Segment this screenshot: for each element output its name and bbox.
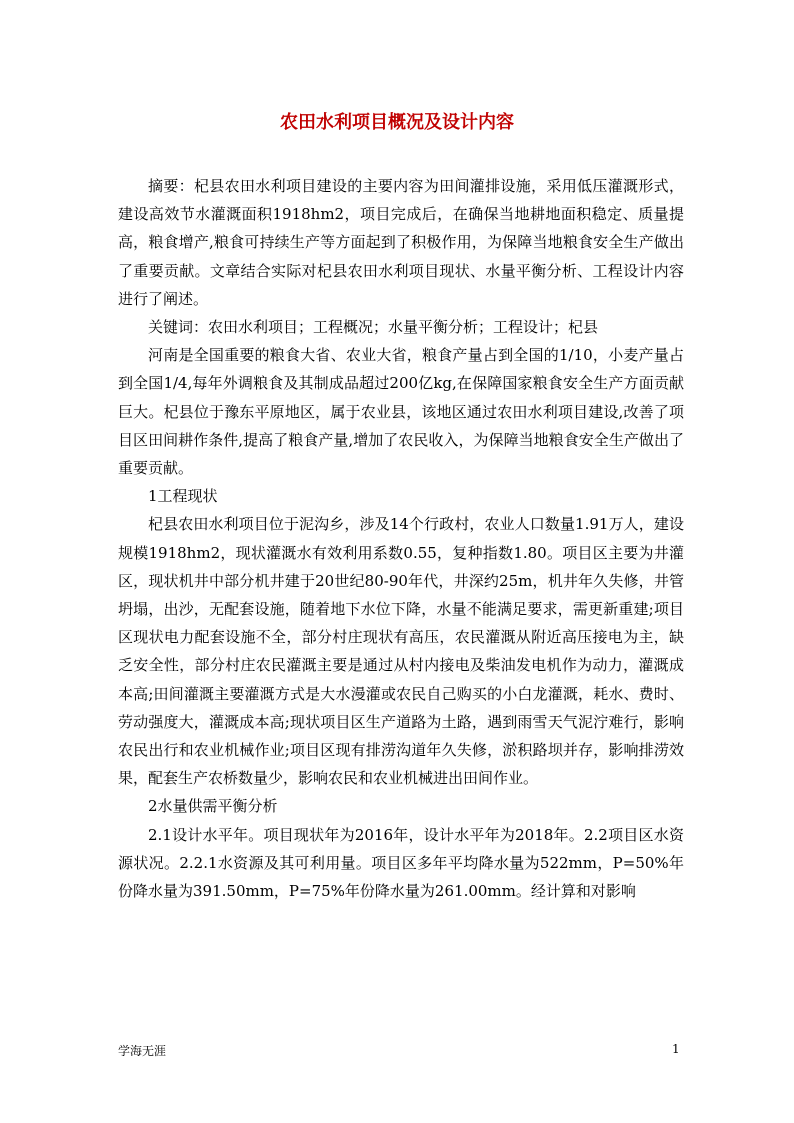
page-number: 1 — [672, 1042, 680, 1056]
intro-paragraph: 河南是全国重要的粮食大省、农业大省，粮食产量占到全国的1/10，小麦产量占到全国1/4,每年外调粮食及其制成品超过200亿kg,在保障国家粮食安全生产方面贡献巨大。杞县位于豫东平原地区，属于农业县，该地区通过农田水利项目建设,改善了项目区田间耕作条件,提高了粮食产量,增加了农民收入，为保障当地粮食安全生产做出了重要贡献。 — [118, 346, 684, 478]
footer-text: 学海无涯 — [118, 1044, 167, 1058]
document-title: 农田水利项目概况及设计内容 — [280, 112, 514, 133]
document-body — [118, 172, 684, 905]
section-1-paragraph: 杞县农田水利项目位于泥沟乡，涉及14个行政村，农业人口数量1.91万人，建设规模1918hm2，现状灌溉水有效利用系数0.55，复种指数1.80。项目区主要为井灌区，现状机井中部分机井建于20世纪80-90年代，井深约25m，机井年久失修，井管坍塌，出沙，无配套设施，随着地下水位下降，水量不能满足要求，需更新重建;项目区现状电力配套设施不全，部分村庄现状有高压，农民灌溉从附近高压接电为主，缺乏安全性，部分村庄农民灌溉主要是通过从村内接电及柴油发电机作为动力，灌溉成本高;田间灌溉主要灌溉方式是大水漫灌或农民自己购买的小白龙灌溉，耗水、费时、劳动强度大，灌溉成本高;现状项目区生产道路为土路，遇到雨雪天气泥泞难行，影响农民出行和农业机械作业;项目区现有排涝沟道年久失修，淤积路坝并存，影响排涝效果，配套生产农桥数量少，影响农民和农业机械进出田间作业。 — [118, 515, 684, 788]
keywords-paragraph: 关键词：农田水利项目；工程概况；水量平衡分析；工程设计；杞县 — [148, 318, 599, 337]
section-2-paragraph: 2.1设计水平年。项目现状年为2016年，设计水平年为2018年。2.2项目区水资源状况。2.2.1水资源及其可利用量。项目区多年平均降水量为522mm，P=50%年份降水量为391.50mm，P=75%年份降水量为261.00mm。经计算和对影响 — [118, 825, 684, 901]
abstract-paragraph: 摘要：杞县农田水利项目建设的主要内容为田间灌排设施，采用低压灌溉形式，建设高效节水灌溉面积1918hm2，项目完成后，在确保当地耕地面积稳定、质量提高，粮食增产,粮食可持续生产等方面起到了积极作用，为保障当地粮食安全生产做出了重要贡献。文章结合实际对杞县农田水利项目现状、水量平衡分析、工程设计内容进行了阐述。 — [118, 177, 684, 308]
section-2-heading: 2水量供需平衡分析 — [148, 797, 278, 816]
section-1-heading: 1工程现状 — [148, 487, 218, 506]
